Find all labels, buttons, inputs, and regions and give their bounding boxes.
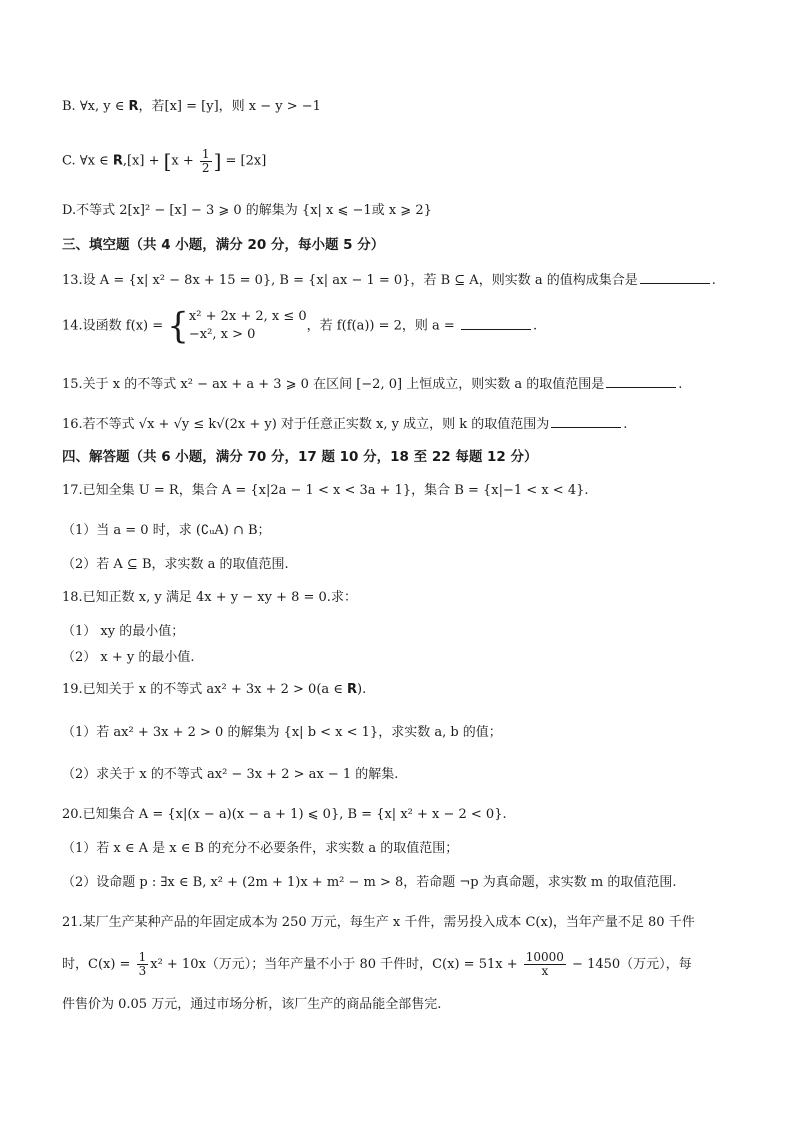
question-13 — [62, 270, 716, 290]
option-d: D.不等式 2[x]² − [x] − 3 ⩾ 0 的解集为 {x| x ⩽ −1或 x ⩾ 2} — [62, 203, 432, 218]
piecewise-cases — [189, 308, 307, 344]
fraction-numerator: 10000 — [525, 950, 564, 964]
question-18-part-2: （2） x + y 的最小值. — [62, 650, 195, 665]
option-b — [62, 98, 321, 116]
question-18-part-1: （1） xy 的最小值； — [62, 624, 185, 639]
question-18: 18.已知正数 x, y 满足 4x + y − xy + 8 = 0.求： — [62, 590, 357, 605]
question-14 — [62, 305, 538, 347]
question-19 — [62, 681, 366, 699]
fraction-denominator: x — [541, 964, 549, 978]
fraction-numerator: 1 — [201, 146, 210, 161]
question-14-text-b: ，若 f(f(a)) = 2，则 a = — [306, 318, 459, 334]
fraction-denominator: 3 — [138, 964, 147, 978]
question-19-real-symbol: R — [347, 682, 358, 697]
question-19-part-1: （1）若 ax² + 3x + 2 > 0 的解集为 {x| b < x < 1}，求实数 a, b 的值； — [62, 725, 502, 740]
answer-blank-14[interactable] — [461, 316, 531, 330]
question-13-text: 13.设 A = {x| x² − 8x + 15 = 0}, B = {x| ax − 1 = 0}，若 B ⊆ A，则实数 a 的值构成集合是 — [62, 273, 638, 288]
answer-blank-16[interactable] — [551, 414, 621, 428]
question-21-text-c: − 1450（万元），每 — [567, 957, 692, 972]
section-fill-in-heading: 三、填空题（共 4 小题，满分 20 分，每小题 5 分） — [62, 237, 385, 253]
question-16-end: . — [623, 417, 628, 432]
question-15-text: 15.关于 x 的不等式 x² − ax + a + 3 ⩾ 0 在区间 [−2, 0] 上恒成立，则实数 a 的取值范围是 — [62, 377, 605, 392]
question-21-line-3: 件售价为 0.05 万元，通过市场分析，该厂生产的商品能全部售完. — [62, 997, 442, 1012]
right-bracket: ] — [213, 149, 222, 173]
question-20-part-1: （1）若 x ∈ A 是 x ∈ B 的充分不必要条件，求实数 a 的取值范围； — [62, 841, 459, 856]
question-13-end: . — [711, 273, 716, 288]
question-19-text-a: 19.已知关于 x 的不等式 ax² + 3x + 2 > 0(a ∈ — [62, 682, 348, 697]
option-c-text-a: C. ∀x ∈ — [62, 153, 113, 169]
question-17: 17.已知全集 U = R，集合 A = {x|2a − 1 < x < 3a + 1}，集合 B = {x|−1 < x < 4}. — [62, 483, 589, 498]
question-21-line-2 — [62, 950, 692, 980]
question-16-text: 16.若不等式 √x + √y ≤ k√(2x + y) 对于任意正实数 x, y 成立，则 k 的取值范围为 — [62, 417, 550, 432]
left-bracket: [ — [163, 149, 172, 173]
fraction-denominator: 2 — [201, 160, 210, 175]
option-c-text-e: = [2x] — [221, 153, 267, 169]
answer-blank-13[interactable] — [640, 270, 710, 284]
answer-blank-15[interactable] — [606, 374, 676, 388]
question-20: 20.已知集合 A = {x|(x − a)(x − a + 1) ⩽ 0}, B = {x| x² + x − 2 < 0}. — [62, 807, 507, 822]
option-b-text-c: ，若[x] = [y]，则 x − y > −1 — [138, 99, 321, 114]
option-c-text-d: x + — [171, 153, 198, 169]
question-21-text-b: x² + 10x（万元）；当年产量不小于 80 千件时，C(x) = 51x + — [150, 957, 522, 972]
question-17-part-1: （1）当 a = 0 时，求 (∁ᵤA) ∩ B； — [62, 523, 271, 538]
question-17-part-2: （2）若 A ⊆ B，求实数 a 的取值范围. — [62, 557, 289, 572]
question-19-part-2: （2）求关于 x 的不等式 ax² − 3x + 2 > ax − 1 的解集. — [62, 767, 399, 782]
question-15-end: . — [678, 377, 683, 392]
option-c-text-c: ,[x] + — [122, 153, 164, 169]
option-b-real-symbol: R — [128, 99, 139, 114]
section-answer-heading: 四、解答题（共 6 小题，满分 70 分，17 题 10 分，18 至 22 每题 12 分） — [62, 449, 538, 465]
question-14-end: . — [532, 318, 538, 334]
case-1: x² + 2x + 2, x ≤ 0 — [188, 309, 307, 324]
question-19-text-c: ). — [357, 682, 367, 697]
fraction-one-third — [137, 951, 149, 978]
question-21-text-a: 时，C(x) = — [62, 957, 135, 972]
fraction-10000-over-x — [524, 951, 566, 978]
left-brace: { — [167, 305, 189, 347]
question-15 — [62, 374, 682, 394]
question-21-line-1: 21.某厂生产某种产品的年固定成本为 250 万元，每生产 x 千件，需另投入成本 C(x)，当年产量不足 80 千件 — [62, 915, 695, 930]
option-b-text-a: B. ∀x, y ∈ — [62, 99, 129, 114]
question-16 — [62, 414, 627, 434]
option-c — [62, 146, 266, 177]
case-2: −x², x > 0 — [188, 327, 256, 342]
fraction-numerator: 1 — [138, 950, 147, 964]
option-c-real-symbol: R — [112, 153, 123, 169]
fraction-half — [200, 148, 212, 175]
question-20-part-2: （2）设命题 p : ∃x ∈ B, x² + (2m + 1)x + m² − m > 8，若命题 ¬p 为真命题，求实数 m 的取值范围. — [62, 875, 677, 890]
question-14-text-a: 14.设函数 f(x) = — [62, 318, 168, 334]
